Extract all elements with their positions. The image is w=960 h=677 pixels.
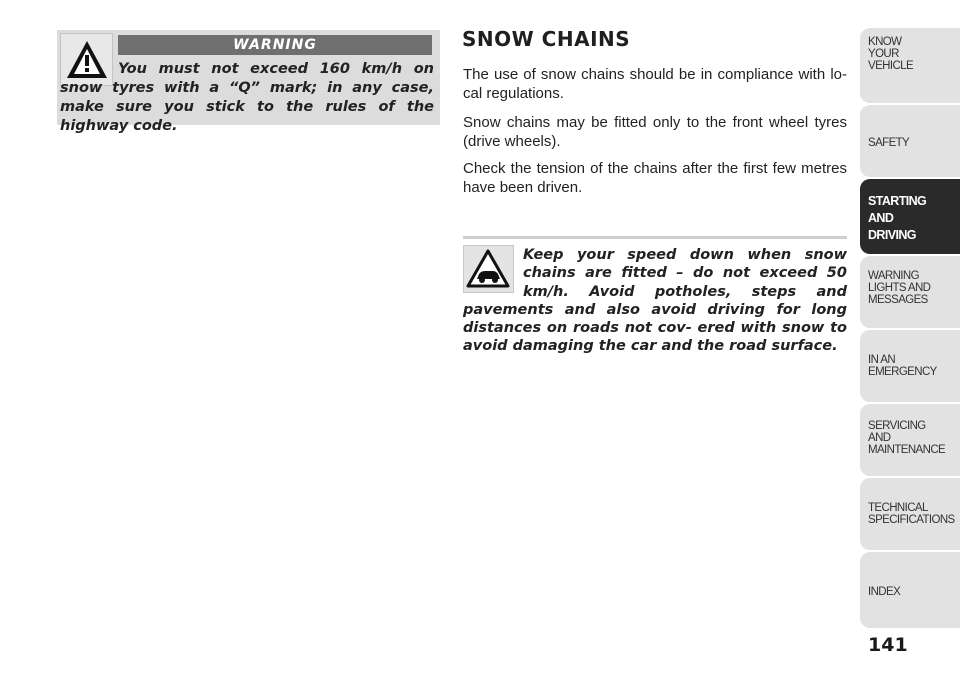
paragraph-regulations: The use of snow chains should be in compliance with lo- cal regulations. xyxy=(463,66,847,102)
tab-in-an-emergency[interactable]: IN AN EMERGENCY xyxy=(860,330,960,402)
section-title: SNOW CHAINS xyxy=(462,27,631,51)
warning-box xyxy=(57,30,440,134)
snow-chains-note xyxy=(463,246,847,356)
tab-servicing-and-maintenance[interactable]: SERVICING AND MAINTENANCE xyxy=(860,404,960,476)
tab-index[interactable]: INDEX xyxy=(860,552,960,628)
paragraph-front-wheels: Snow chains may be fitted only to the front wheel tyres (drive wheels). xyxy=(463,114,847,150)
warning-text: You must not exceed 160 km/h on snow tyres with a “Q” mark; in any case, make sure you stick to the rules of the highway code. xyxy=(60,61,434,134)
tab-starting-and-driving[interactable]: STARTING AND DRIVING xyxy=(860,179,960,254)
paragraph-tension: Check the tension of the chains after the first few metres have been driven. xyxy=(463,160,847,196)
section-divider xyxy=(463,236,847,239)
snow-chains-note-text: Keep your speed down when snow chains are fitted – do not exceed 50 km/h. Avoid potholes, steps and pavements and also avoid driving for long distances on roads not cov- ered with snow to avoid damaging the car and the road surface. xyxy=(463,247,847,355)
chapter-nav xyxy=(860,0,960,677)
tab-technical-specifications[interactable]: TECHNICAL SPECIFICATIONS xyxy=(860,478,960,550)
tab-warning-lights-and-messages[interactable]: WARNING LIGHTS AND MESSAGES xyxy=(860,256,960,328)
page-number: 141 xyxy=(868,634,908,656)
warning-header: WARNING xyxy=(118,35,432,55)
tab-safety[interactable]: SAFETY xyxy=(860,105,960,177)
icon-spacer xyxy=(463,246,523,298)
tab-know-your-vehicle[interactable]: KNOW YOUR VEHICLE xyxy=(860,28,960,103)
